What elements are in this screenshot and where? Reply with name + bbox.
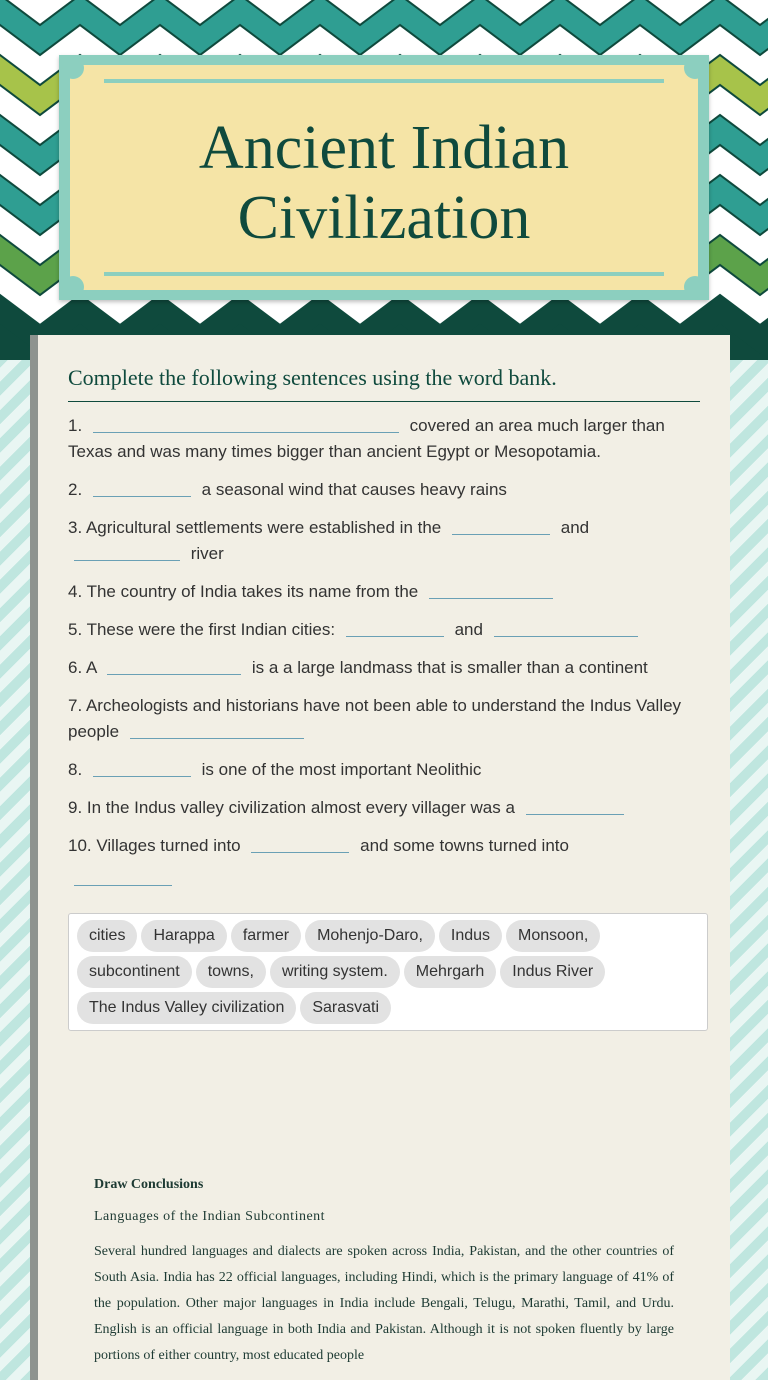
conclusions-body: Several hundred languages and dialects are spoken across India, Pakistan, and the other countries of South Asia. India has 22 official languages, including Hindi, which is the primary language of 41% of the population. Other major languages in India include Bengali, Telugu, Marathi, Tamil, and Urdu. English is an official language in both India and Pakistan. Although it is not spoken fluently by large portions of either country, most educated people xyxy=(94,1244,674,1363)
answer-blank[interactable] xyxy=(526,800,624,815)
word-bank-chip[interactable]: Indus River xyxy=(500,956,605,988)
title-card-inner xyxy=(70,65,698,290)
word-bank-chip[interactable]: Sarasvati xyxy=(300,992,391,1024)
word-bank-chip[interactable]: Monsoon, xyxy=(506,920,600,952)
question-text: river xyxy=(190,544,224,563)
corner-ornament xyxy=(62,57,84,79)
word-bank xyxy=(68,913,708,1031)
word-bank-chip[interactable]: The Indus Valley civilization xyxy=(77,992,296,1024)
question-text: 6. A xyxy=(68,658,97,677)
question-5 xyxy=(68,617,700,643)
answer-blank[interactable] xyxy=(452,520,550,535)
instructions-heading: Complete the following sentences using the word bank. xyxy=(68,365,700,402)
corner-ornament xyxy=(684,57,706,79)
answer-blank[interactable] xyxy=(107,660,241,675)
question-text: is a a large landmass that is smaller than a continent xyxy=(251,658,648,677)
question-1 xyxy=(68,413,700,465)
question-3 xyxy=(68,515,700,567)
answer-blank[interactable] xyxy=(429,584,553,599)
title-rule-bottom xyxy=(104,272,664,276)
question-6 xyxy=(68,655,700,681)
question-7 xyxy=(68,693,700,745)
corner-ornament xyxy=(684,276,706,298)
question-text: 10. Villages turned into xyxy=(68,836,241,855)
question-text: and xyxy=(560,518,590,537)
title-rule-top xyxy=(104,79,664,83)
word-bank-chip[interactable]: farmer xyxy=(231,920,301,952)
word-bank-chip[interactable]: Mohenjo-Daro, xyxy=(305,920,435,952)
question-4 xyxy=(68,579,700,605)
question-text: 9. In the Indus valley civilization almost every villager was a xyxy=(68,798,515,817)
question-text: covered an area much larger than Texas and was many times bigger than ancient Egypt or Mesopotamia. xyxy=(68,416,665,461)
page-title: Ancient Indian Civilization xyxy=(198,114,570,252)
question-text: a seasonal wind that causes heavy rains xyxy=(201,480,507,499)
answer-blank[interactable] xyxy=(93,762,191,777)
word-bank-chip[interactable]: towns, xyxy=(196,956,266,988)
word-bank-chip[interactable]: writing system. xyxy=(270,956,400,988)
answer-blank[interactable] xyxy=(93,482,191,497)
question-text: 3. Agricultural settlements were established in the xyxy=(68,518,442,537)
conclusions-heading: Draw Conclusions xyxy=(94,1177,204,1192)
question-text: and some towns turned into xyxy=(360,836,569,855)
word-bank-chip[interactable]: Harappa xyxy=(141,920,226,952)
question-text: 4. The country of India takes its name from the xyxy=(68,582,419,601)
word-bank-chip[interactable]: cities xyxy=(77,920,137,952)
word-bank-chip[interactable]: subcontinent xyxy=(77,956,192,988)
question-text: 5. These were the first Indian cities: xyxy=(68,620,336,639)
question-list xyxy=(68,413,700,904)
question-10 xyxy=(68,833,700,892)
question-text: and xyxy=(454,620,483,639)
question-8 xyxy=(68,757,700,783)
answer-blank[interactable] xyxy=(494,622,638,637)
conclusions-subheading: Languages of the Indian Subcontinent xyxy=(94,1209,326,1224)
worksheet-paper xyxy=(38,335,730,1380)
question-text: 2. xyxy=(68,480,83,499)
question-text: 7. Archeologists and historians have not been able to understand the Indus Valley people xyxy=(68,696,682,741)
question-text: 1. xyxy=(68,416,83,435)
question-9 xyxy=(68,795,700,821)
conclusions-section xyxy=(94,1177,674,1369)
paper-shadow xyxy=(30,335,38,1380)
word-bank-chip[interactable]: Indus xyxy=(439,920,502,952)
question-text: is one of the most important Neolithic xyxy=(201,760,482,779)
question-text: 8. xyxy=(68,760,83,779)
answer-blank[interactable] xyxy=(74,871,172,886)
answer-blank[interactable] xyxy=(130,724,304,739)
answer-blank[interactable] xyxy=(93,418,399,433)
answer-blank[interactable] xyxy=(74,546,180,561)
word-bank-chip[interactable]: Mehrgarh xyxy=(404,956,496,988)
title-card xyxy=(59,55,709,300)
answer-blank[interactable] xyxy=(346,622,444,637)
question-2 xyxy=(68,477,700,503)
answer-blank[interactable] xyxy=(251,838,349,853)
corner-ornament xyxy=(62,276,84,298)
